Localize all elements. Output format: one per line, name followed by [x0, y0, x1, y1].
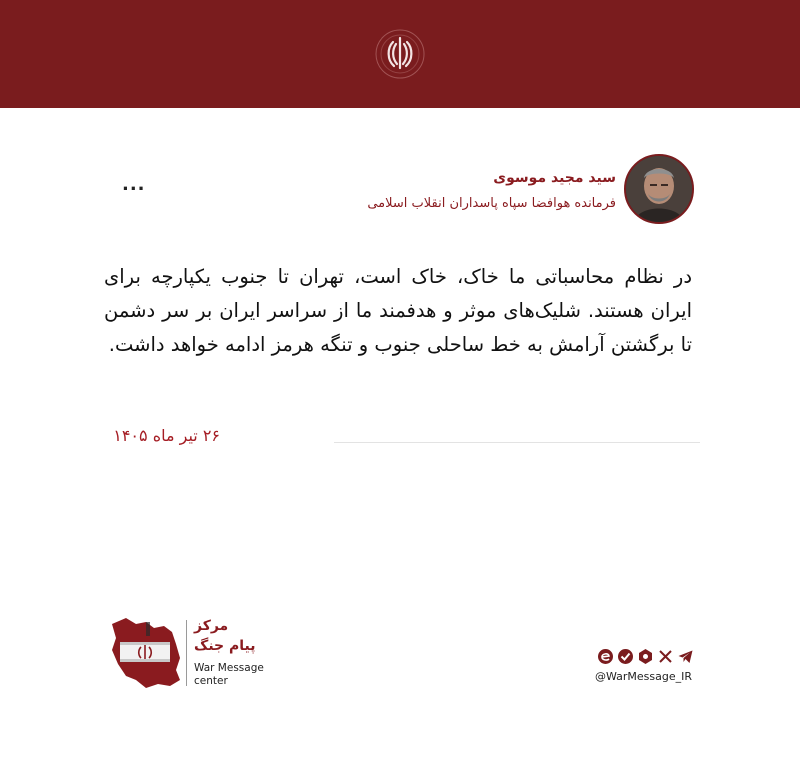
bale-icon[interactable] — [617, 648, 634, 665]
eitaa-icon[interactable] — [597, 648, 614, 665]
avatar[interactable] — [624, 154, 694, 224]
logo-separator — [186, 620, 187, 686]
author-title: فرمانده هوافضا سپاه پاسداران انقلاب اسلامی — [367, 196, 616, 211]
x-icon[interactable] — [657, 648, 674, 665]
iran-map-flag-icon — [106, 614, 184, 692]
social-handle[interactable]: @WarMessage_IR — [594, 670, 692, 683]
brand-name-line2: پیام جنگ — [194, 638, 256, 654]
social-links — [590, 648, 700, 694]
rubika-icon[interactable] — [637, 648, 654, 665]
author-name: سید مجید موسوی — [493, 170, 616, 186]
post-date: ۲۶ تیر ماه ۱۴۰۵ — [113, 426, 220, 445]
faded-background-text — [304, 176, 308, 191]
brand-name-line1: مرکز — [194, 618, 229, 634]
brand-logo — [106, 614, 266, 694]
iran-emblem-icon — [372, 26, 428, 82]
telegram-icon[interactable] — [677, 648, 694, 665]
portrait-photo — [626, 156, 692, 222]
brand-en-line2: center — [194, 675, 228, 687]
post-card — [104, 150, 700, 470]
quote-text: در نظام محاسباتی ما خاک، خاک است، تهران تا جنوب یکپارچه برای ایران هستند. شلیک‌های موثر و هدفمند ما از سراسر ایران بر سر دشمن تا برگشتن آرامش به خط ساحلی جنوب و تنگه هرمز ادامه خواهد داشت. — [104, 265, 692, 356]
header-band — [0, 0, 800, 108]
more-options-icon[interactable]: ... — [122, 174, 146, 195]
social-icons-row — [597, 648, 694, 666]
divider — [334, 442, 700, 443]
brand-en-line1: War Message — [194, 662, 264, 674]
